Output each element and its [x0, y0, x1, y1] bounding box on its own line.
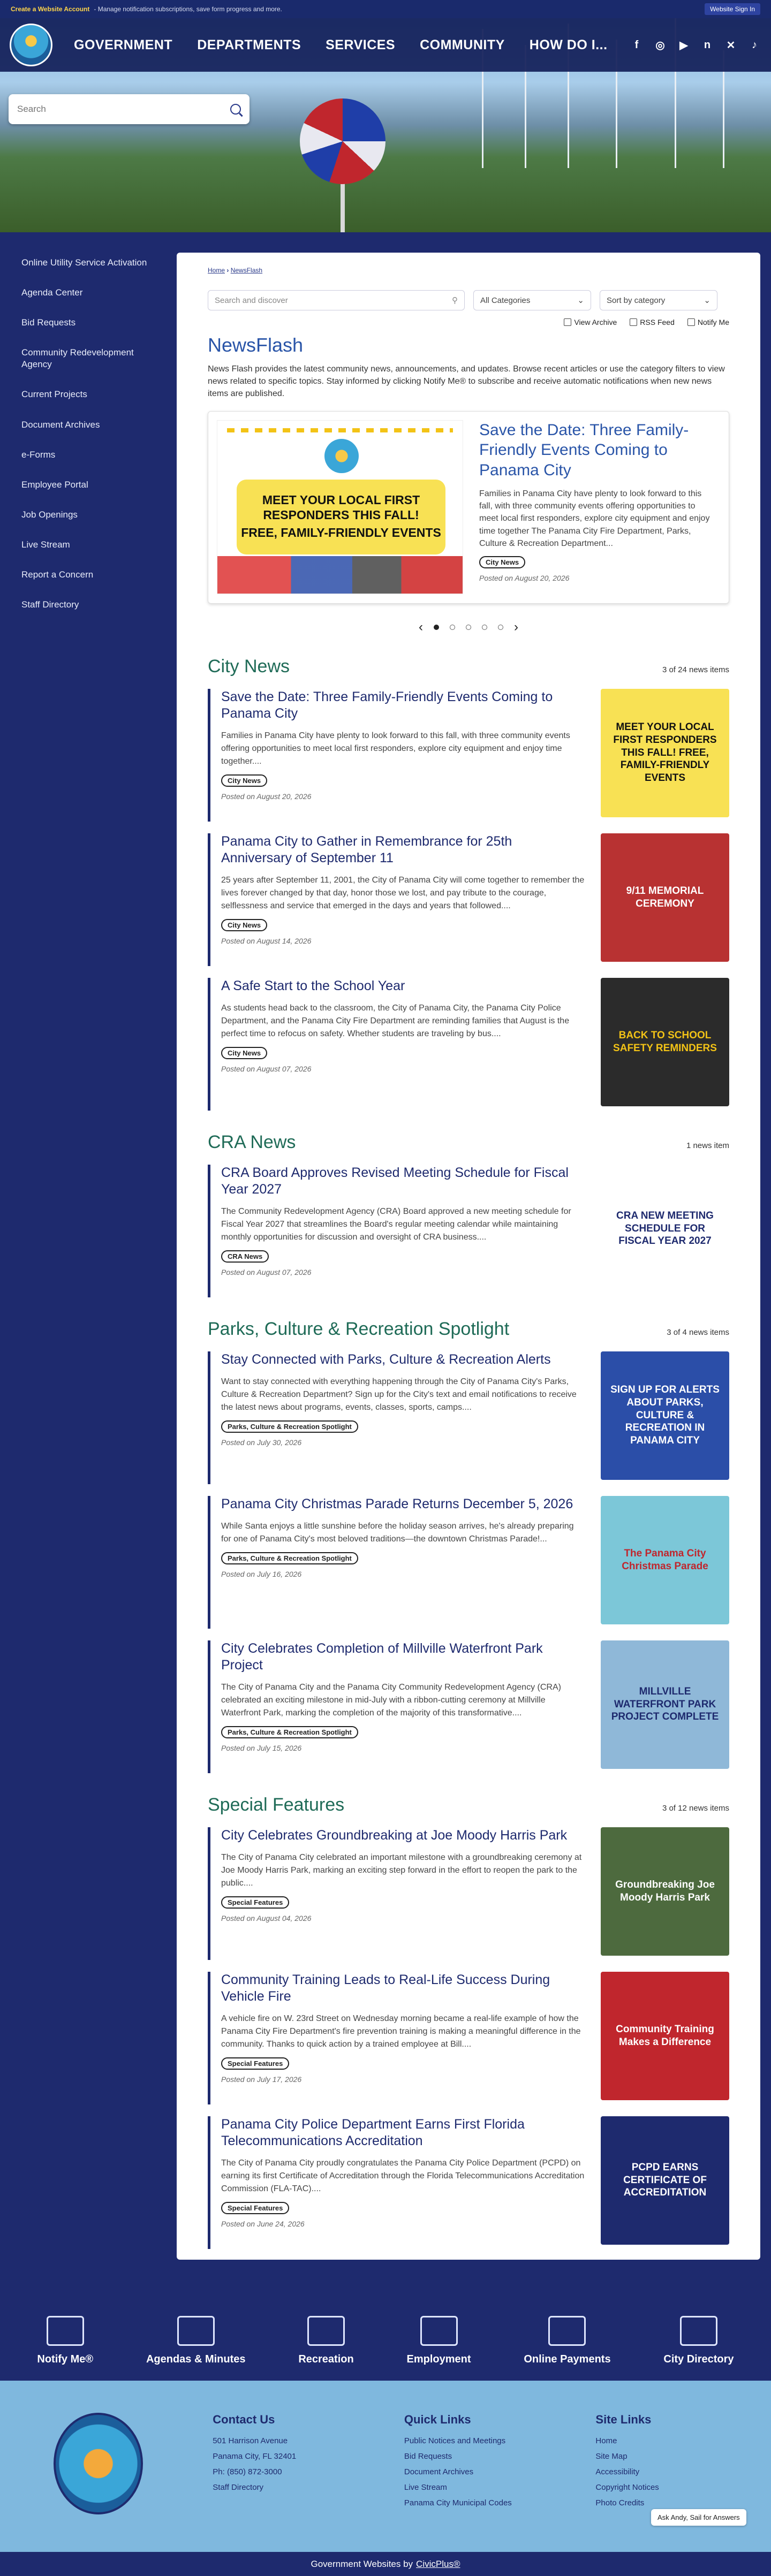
news-search-input[interactable]: Search and discover ⚲: [208, 290, 465, 310]
create-account-link[interactable]: Create a Website Account: [11, 5, 90, 13]
rss-feed-link[interactable]: RSS Feed: [630, 318, 675, 326]
news-summary: The City of Panama City proudly congratulates the Panama City Police Department (PCPD) on earning its first Certificate of Accreditation through the Florida Telecommunications Accreditation Commission (FLA-TAC)....: [221, 2159, 585, 2194]
news-summary: Families in Panama City have plenty to look forward to this fall, with three community events offering opportunities to meet local first responders, explore city equipment and enjoy time together....: [221, 731, 570, 766]
news-section: [208, 656, 729, 1111]
category-tag[interactable]: Special Features: [221, 2202, 289, 2214]
search-icon[interactable]: ⚲: [452, 296, 458, 305]
posted-date: Posted on August 14, 2026: [221, 937, 312, 946]
notify-me-link[interactable]: Notify Me: [687, 318, 729, 326]
posted-date: Posted on August 20, 2026: [479, 574, 570, 582]
posted-date: Posted on July 15, 2026: [221, 1744, 302, 1753]
posted-date: Posted on July 30, 2026: [221, 1438, 302, 1447]
news-item: [208, 1351, 729, 1484]
posted-date: Posted on June 24, 2026: [221, 2220, 305, 2229]
main-nav: [74, 37, 608, 53]
news-item: [208, 1640, 729, 1773]
news-thumbnail[interactable]: MEET YOUR LOCAL FIRST RESPONDERS THIS FALL! FREE, FAMILY-FRIENDLY EVENTS: [601, 689, 729, 817]
posted-date: Posted on July 16, 2026: [221, 1569, 302, 1578]
section-title[interactable]: Special Features: [208, 1794, 345, 1815]
sidebar-item[interactable]: Report a Concern: [21, 569, 94, 580]
sidebar-item[interactable]: e-Forms: [21, 449, 56, 460]
chevron-left-icon[interactable]: ‹: [419, 619, 423, 634]
category-tag[interactable]: Parks, Culture & Recreation Spotlight: [221, 1420, 358, 1433]
category-tag[interactable]: City News: [221, 774, 267, 787]
news-thumbnail[interactable]: MILLVILLE WATERFRONT PARK PROJECT COMPLETE: [601, 1640, 729, 1769]
sidebar-item[interactable]: Document Archives: [21, 419, 100, 430]
quick-link[interactable]: Agendas & Minutes: [146, 2316, 246, 2366]
news-section: [208, 1132, 729, 1297]
quick-link[interactable]: Online Payments: [524, 2316, 610, 2366]
news-item: [208, 1827, 729, 1960]
news-title[interactable]: Panama City Christmas Parade Returns December 5, 2026: [221, 1496, 573, 1511]
category-select[interactable]: All Categories ⌄: [473, 290, 591, 310]
featured-slide[interactable]: [208, 411, 729, 604]
item-count: 3 of 4 news items: [667, 1327, 729, 1337]
category-tag[interactable]: Parks, Culture & Recreation Spotlight: [221, 1726, 358, 1738]
nav-how-do-i[interactable]: HOW DO I...: [529, 37, 608, 52]
x-icon[interactable]: ✕: [726, 39, 736, 51]
quick-link[interactable]: Recreation: [298, 2316, 353, 2366]
chevron-down-icon: ⌄: [577, 296, 584, 305]
breadcrumb-home[interactable]: Home: [208, 267, 225, 274]
news-title[interactable]: Panama City Police Department Earns First Florida Telecommunications Accreditation: [221, 2116, 525, 2148]
news-title[interactable]: Save the Date: Three Family-Friendly Events Coming to Panama City: [221, 689, 553, 721]
site-search: [9, 94, 250, 124]
slider-pager: [208, 620, 729, 635]
news-thumbnail[interactable]: CRA NEW MEETING SCHEDULE FOR FISCAL YEAR 2027: [601, 1165, 729, 1293]
account-bar: [0, 0, 771, 18]
featured-summary: Families in Panama City have plenty to look forward to this fall, with three community events offering opportunities to meet local first responders, explore city equipment and enjoy time together The Panama City Fire Department, Parks, Culture & Recreation Department...: [479, 489, 710, 548]
quick-icons: [0, 2300, 771, 2381]
category-tag[interactable]: Parks, Culture & Recreation Spotlight: [221, 1552, 358, 1564]
rss-icon: [630, 318, 637, 326]
news-tools: [208, 318, 729, 326]
chat-bot-button[interactable]: Ask Andy, Sail for Answers: [651, 2509, 746, 2526]
section-title[interactable]: City News: [208, 656, 290, 677]
section-title[interactable]: CRA News: [208, 1131, 296, 1152]
sort-select[interactable]: Sort by category ⌄: [600, 290, 717, 310]
item-count: 1 news item: [686, 1141, 729, 1150]
sidebar-item[interactable]: Online Utility Service Activation: [21, 257, 147, 268]
mail-icon: [687, 318, 695, 326]
featured-title[interactable]: Save the Date: Three Family-Friendly Events Coming to Panama City: [479, 421, 689, 479]
news-title[interactable]: Panama City to Gather in Remembrance for 25th Anniversary of September 11: [221, 833, 512, 865]
news-title[interactable]: City Celebrates Completion of Millville Waterfront Park Project: [221, 1640, 543, 1673]
category-tag[interactable]: CRA News: [221, 1250, 269, 1263]
nav-government[interactable]: GOVERNMENT: [74, 37, 173, 52]
instagram-icon[interactable]: ◎: [655, 39, 665, 51]
category-tag[interactable]: Special Features: [221, 2057, 289, 2070]
posted-date: Posted on August 07, 2026: [221, 1268, 312, 1277]
news-summary: As students head back to the classroom, the City of Panama City, the Panama City Police Department, and the Panama City Fire Department are reminding families that August is the perfect time to refocus on safety. Whether students are traveling by bus....: [221, 1003, 570, 1038]
page-intro: News Flash provides the latest community news, announcements, and updates. Browse recent articles or use the category filters to view news related to specific topics. Stay informed by clicking Notify Me® to subscribe and receive automatic notifications when new news items are published.: [208, 364, 725, 399]
site-search-input[interactable]: [17, 104, 230, 115]
news-item: [208, 1165, 729, 1297]
featured-image: MEET YOUR LOCAL FIRST RESPONDERS THIS FALL! FREE, FAMILY-FRIENDLY EVENTS: [217, 420, 463, 594]
news-thumbnail[interactable]: 9/11 MEMORIAL CEREMONY: [601, 833, 729, 962]
news-item: [208, 689, 729, 822]
sidebar-item[interactable]: Live Stream: [21, 539, 70, 550]
category-tag[interactable]: City News: [221, 1047, 267, 1059]
posted-date: Posted on August 20, 2026: [221, 792, 312, 801]
news-item: [208, 978, 729, 1111]
sidebar-item[interactable]: Staff Directory: [21, 599, 79, 610]
item-count: 3 of 24 news items: [662, 665, 729, 674]
slide-dot[interactable]: [498, 625, 503, 630]
quick-link[interactable]: Notify Me®: [37, 2316, 93, 2366]
news-thumbnail[interactable]: SIGN UP FOR ALERTS ABOUT PARKS, CULTURE & RECREATION IN PANAMA CITY: [601, 1351, 729, 1480]
city-logo: [324, 439, 359, 473]
breadcrumb-current[interactable]: NewsFlash: [230, 267, 263, 274]
search-icon[interactable]: [230, 104, 241, 115]
sidebar-item[interactable]: Bid Requests: [21, 317, 76, 328]
nav-services[interactable]: SERVICES: [326, 37, 396, 52]
site-links-column: Site Links Home Site Map Accessibility Copyright Notices Photo Credits: [595, 2413, 659, 2507]
quick-link-icon: [548, 2316, 586, 2346]
chevron-down-icon: ⌄: [704, 296, 710, 305]
news-item: [208, 1972, 729, 2104]
sidebar-nav: [21, 257, 166, 629]
breadcrumb: Home › NewsFlash: [208, 267, 263, 274]
news-title[interactable]: City Celebrates Groundbreaking at Joe Moody Harris Park: [221, 1827, 568, 1843]
news-summary: A vehicle fire on W. 23rd Street on Wednesday morning became a real-life example of how the Panama City Fire Department's fire prevention training is making a meaningful difference in the community. Thanks to quick action by a trained employee at Bill....: [221, 2014, 581, 2049]
pinwheel-image: [300, 98, 386, 184]
posted-date: Posted on August 04, 2026: [221, 1913, 312, 1922]
news-section: [208, 1319, 729, 1773]
news-summary: Want to stay connected with everything happening through the City of Panama City's Parks, Culture & Recreation Department? Sign up for the City's text and email notifications to receive the latest news about programs, events, classes, sports, camps....: [221, 1377, 577, 1412]
news-section: [208, 1795, 729, 2249]
news-item: [208, 833, 729, 966]
city-seal[interactable]: [54, 2413, 143, 2514]
nav-departments[interactable]: DEPARTMENTS: [197, 37, 301, 52]
posted-date: Posted on July 17, 2026: [221, 2075, 302, 2084]
category-tag[interactable]: Special Features: [221, 1896, 289, 1909]
facebook-icon[interactable]: f: [634, 39, 639, 51]
news-thumbnail[interactable]: PCPD EARNS CERTIFICATE OF ACCREDITATION: [601, 2116, 729, 2245]
page-title: NewsFlash: [208, 334, 304, 356]
sidebar-item[interactable]: Job Openings: [21, 509, 78, 520]
view-archive-link[interactable]: View Archive: [564, 318, 617, 326]
item-count: 3 of 12 news items: [662, 1803, 729, 1813]
sidebar-item[interactable]: Current Projects: [21, 389, 87, 400]
news-thumbnail[interactable]: The Panama City Christmas Parade: [601, 1496, 729, 1624]
news-title[interactable]: A Safe Start to the School Year: [221, 978, 405, 993]
quick-link-icon: [680, 2316, 717, 2346]
slide-dot[interactable]: [482, 625, 487, 630]
sign-in-button[interactable]: Website Sign In: [705, 3, 760, 15]
category-tag[interactable]: City News: [221, 919, 267, 931]
sidebar-item[interactable]: Employee Portal: [21, 479, 88, 490]
news-thumbnail[interactable]: BACK TO SCHOOL SAFETY REMINDERS: [601, 978, 729, 1106]
slide-dot[interactable]: [434, 625, 439, 630]
news-summary: The Community Redevelopment Agency (CRA) Board approved a new meeting schedule for Fiscal Year 2027 that streamlines the Board's regular meeting calendar while maintaining monthly opportunities for discussion and oversight of CRA business....: [221, 1207, 571, 1242]
vendor-bar: Government Websites by CivicPlus®: [0, 2552, 771, 2576]
quick-link-icon: [420, 2316, 458, 2346]
youtube-icon[interactable]: ▶: [679, 39, 688, 51]
quick-link[interactable]: Employment: [406, 2316, 471, 2366]
nav-community[interactable]: COMMUNITY: [420, 37, 505, 52]
main-content: [177, 253, 760, 2260]
nextdoor-icon[interactable]: n: [704, 39, 711, 51]
quick-links-column: Quick Links Public Notices and Meetings Bid Requests Document Archives Live Stream Panama City Municipal Codes: [404, 2413, 512, 2507]
news-summary: 25 years after September 11, 2001, the City of Panama City will come together to remember the lives forever changed by that day, honor those we lost, and pay tribute to the courage, selflessness and service that emerged in the days and years that followed....: [221, 876, 585, 911]
sidebar-item[interactable]: Agenda Center: [21, 287, 83, 298]
news-summary: The City of Panama City celebrated an important milestone with a groundbreaking ceremony at Joe Moody Harris Park, marking an exciting step forward in the effort to reopen the park to the public....: [221, 1852, 582, 1888]
quick-link-icon: [177, 2316, 215, 2346]
archive-icon: [564, 318, 571, 326]
tiktok-icon[interactable]: ♪: [752, 39, 757, 51]
quick-link-icon: [47, 2316, 84, 2346]
quick-link[interactable]: City Directory: [663, 2316, 734, 2366]
site-footer: [0, 2381, 771, 2552]
chevron-right-icon[interactable]: ›: [514, 619, 518, 634]
civicplus-link[interactable]: CivicPlus®: [416, 2558, 460, 2569]
filters: [208, 290, 729, 310]
sidebar-item[interactable]: Community Redevelopment Agency: [21, 347, 134, 370]
city-logo[interactable]: [10, 24, 52, 66]
account-note: - Manage notification subscriptions, save form progress and more.: [94, 5, 282, 13]
slide-dot[interactable]: [466, 625, 471, 630]
news-summary: The City of Panama City and the Panama City Community Redevelopment Agency (CRA) celebrated an exciting milestone in mid-July with a ribbon-cutting ceremony at Millville Waterfront Park, marking the completion of the majority of this transformative....: [221, 1683, 561, 1718]
news-item: [208, 2116, 729, 2249]
quick-link-icon: [307, 2316, 345, 2346]
section-title[interactable]: Parks, Culture & Recreation Spotlight: [208, 1318, 510, 1339]
posted-date: Posted on August 07, 2026: [221, 1064, 312, 1073]
news-thumbnail[interactable]: Groundbreaking Joe Moody Harris Park: [601, 1827, 729, 1956]
contact-column: Contact Us 501 Harrison Avenue Panama City, FL 32401 Ph: (850) 872-3000 Staff Directory: [213, 2413, 297, 2492]
news-title[interactable]: Stay Connected with Parks, Culture & Recreation Alerts: [221, 1351, 551, 1367]
site-header: [0, 18, 771, 72]
news-title[interactable]: CRA Board Approves Revised Meeting Schedule for Fiscal Year 2027: [221, 1165, 569, 1197]
slide-dot[interactable]: [450, 625, 455, 630]
social-links: [630, 38, 761, 52]
news-item: [208, 1496, 729, 1629]
category-tag[interactable]: City News: [479, 556, 525, 568]
news-title[interactable]: Community Training Leads to Real-Life Success During Vehicle Fire: [221, 1972, 550, 2004]
news-summary: While Santa enjoys a little sunshine before the holiday season arrives, he's already preparing for one of Panama City's most beloved traditions—the downtown Christmas Parade!...: [221, 1521, 574, 1544]
news-thumbnail[interactable]: Community Training Makes a Difference: [601, 1972, 729, 2100]
